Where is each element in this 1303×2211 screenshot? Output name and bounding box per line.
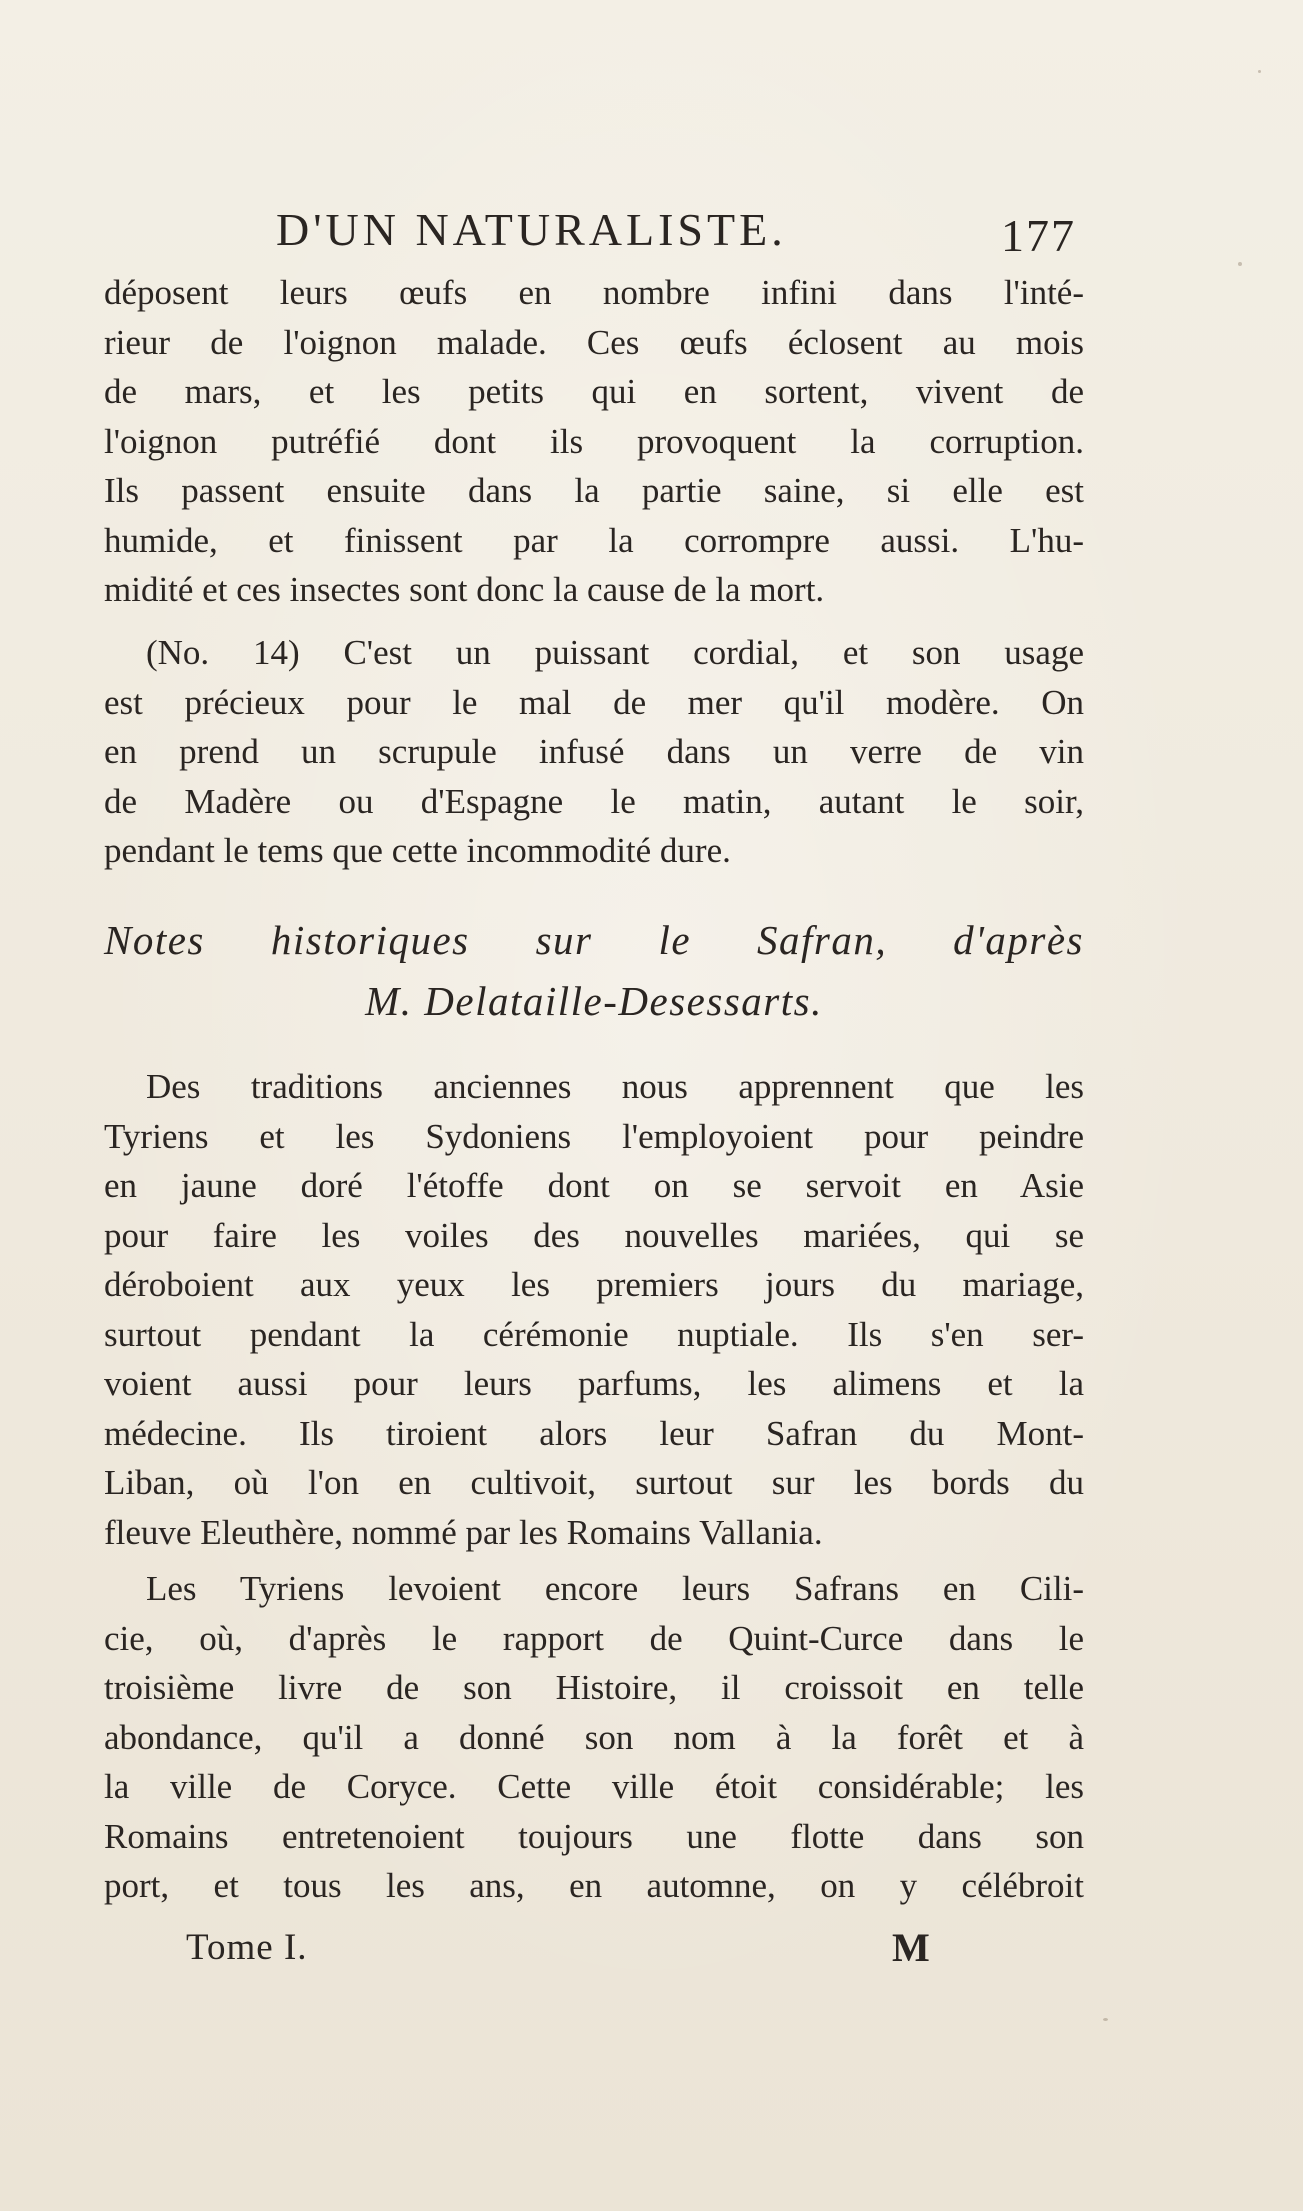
- section-heading-line: M. Delataille-Desessarts.: [365, 978, 823, 1024]
- text-line: surtout pendant la cérémonie nuptiale. Ils s'en ser-: [104, 1314, 1084, 1354]
- text-line: (No. 14) C'est un puissant cordial, et son usage: [146, 633, 1084, 672]
- safran-paragraph-1: [104, 1062, 1084, 1557]
- text-line: médecine. Ils tiroient alors leur Safran du Mont-: [104, 1413, 1084, 1453]
- text-line: midité et ces insectes sont donc la cause de la mort.: [104, 570, 825, 609]
- text-line: l'oignon putréfié dont ils provoquent la corruption.: [104, 421, 1084, 461]
- text-line: voient aussi pour leurs parfums, les alimens et la: [104, 1364, 1084, 1403]
- text-line: pour faire les voiles des nouvelles mariées, qui se: [104, 1215, 1084, 1255]
- paper-speck: [1258, 70, 1261, 73]
- text-line: déposent leurs œufs en nombre infini dans l'inté-: [104, 273, 1084, 312]
- text-line: humide, et finissent par la corrompre aussi. L'hu-: [104, 520, 1084, 560]
- paper-speck: [1103, 2018, 1108, 2021]
- section-heading: [104, 910, 1084, 1032]
- page-header: [104, 200, 1084, 260]
- text-line: en jaune doré l'étoffe dont on se servoit en Asie: [104, 1166, 1084, 1205]
- paper-speck: [1238, 262, 1242, 266]
- page-number: 177: [1001, 210, 1076, 261]
- section-heading-line: Notes historiques sur le Safran, d'après: [104, 917, 1084, 963]
- text-line: en prend un scrupule infusé dans un verre de vin: [104, 732, 1084, 771]
- text-line: cie, où, d'après le rapport de Quint-Curce dans le: [104, 1618, 1084, 1658]
- safran-paragraph-2: [104, 1564, 1084, 1911]
- text-line: Des traditions anciennes nous apprennent que les: [146, 1067, 1084, 1106]
- text-line: Liban, où l'on en cultivoit, surtout sur les bords du: [104, 1463, 1084, 1502]
- text-line: est précieux pour le mal de mer qu'il modère. On: [104, 682, 1084, 722]
- signature-mark: M: [892, 1925, 930, 1970]
- text-line: de Madère ou d'Espagne le matin, autant le soir,: [104, 781, 1084, 821]
- text-line: troisième livre de son Histoire, il croissoit en telle: [104, 1668, 1084, 1707]
- text-line: fleuve Eleuthère, nommé par les Romains Vallania.: [104, 1512, 823, 1552]
- text-line: abondance, qu'il a donné son nom à la forêt et à: [104, 1717, 1084, 1757]
- text-line: pendant le tems que cette incommodité dure.: [104, 831, 731, 870]
- page-footer: [104, 1920, 1084, 1976]
- text-line: rieur de l'oignon malade. Ces œufs éclosent au mois: [104, 322, 1084, 362]
- text-line: de mars, et les petits qui en sortent, vivent de: [104, 372, 1084, 411]
- text-line: Les Tyriens levoient encore leurs Safrans en Cili-: [146, 1569, 1084, 1608]
- running-head: D'UN NATURALISTE.: [276, 204, 787, 255]
- text-line: la ville de Coryce. Cette ville étoit considérable; les: [104, 1767, 1084, 1806]
- volume-label: Tome I.: [186, 1927, 308, 1968]
- text-line: Tyriens et les Sydoniens l'employoient pour peindre: [104, 1116, 1084, 1156]
- text-line: Romains entretenoient toujours une flotte dans son: [104, 1816, 1084, 1856]
- text-line: Ils passent ensuite dans la partie saine, si elle est: [104, 471, 1084, 510]
- text-line: port, et tous les ans, en automne, on y célébroit: [104, 1866, 1084, 1905]
- continuation-paragraph: [104, 268, 1084, 615]
- note-14-paragraph: [104, 628, 1084, 876]
- text-line: déroboient aux yeux les premiers jours du mariage,: [104, 1265, 1084, 1304]
